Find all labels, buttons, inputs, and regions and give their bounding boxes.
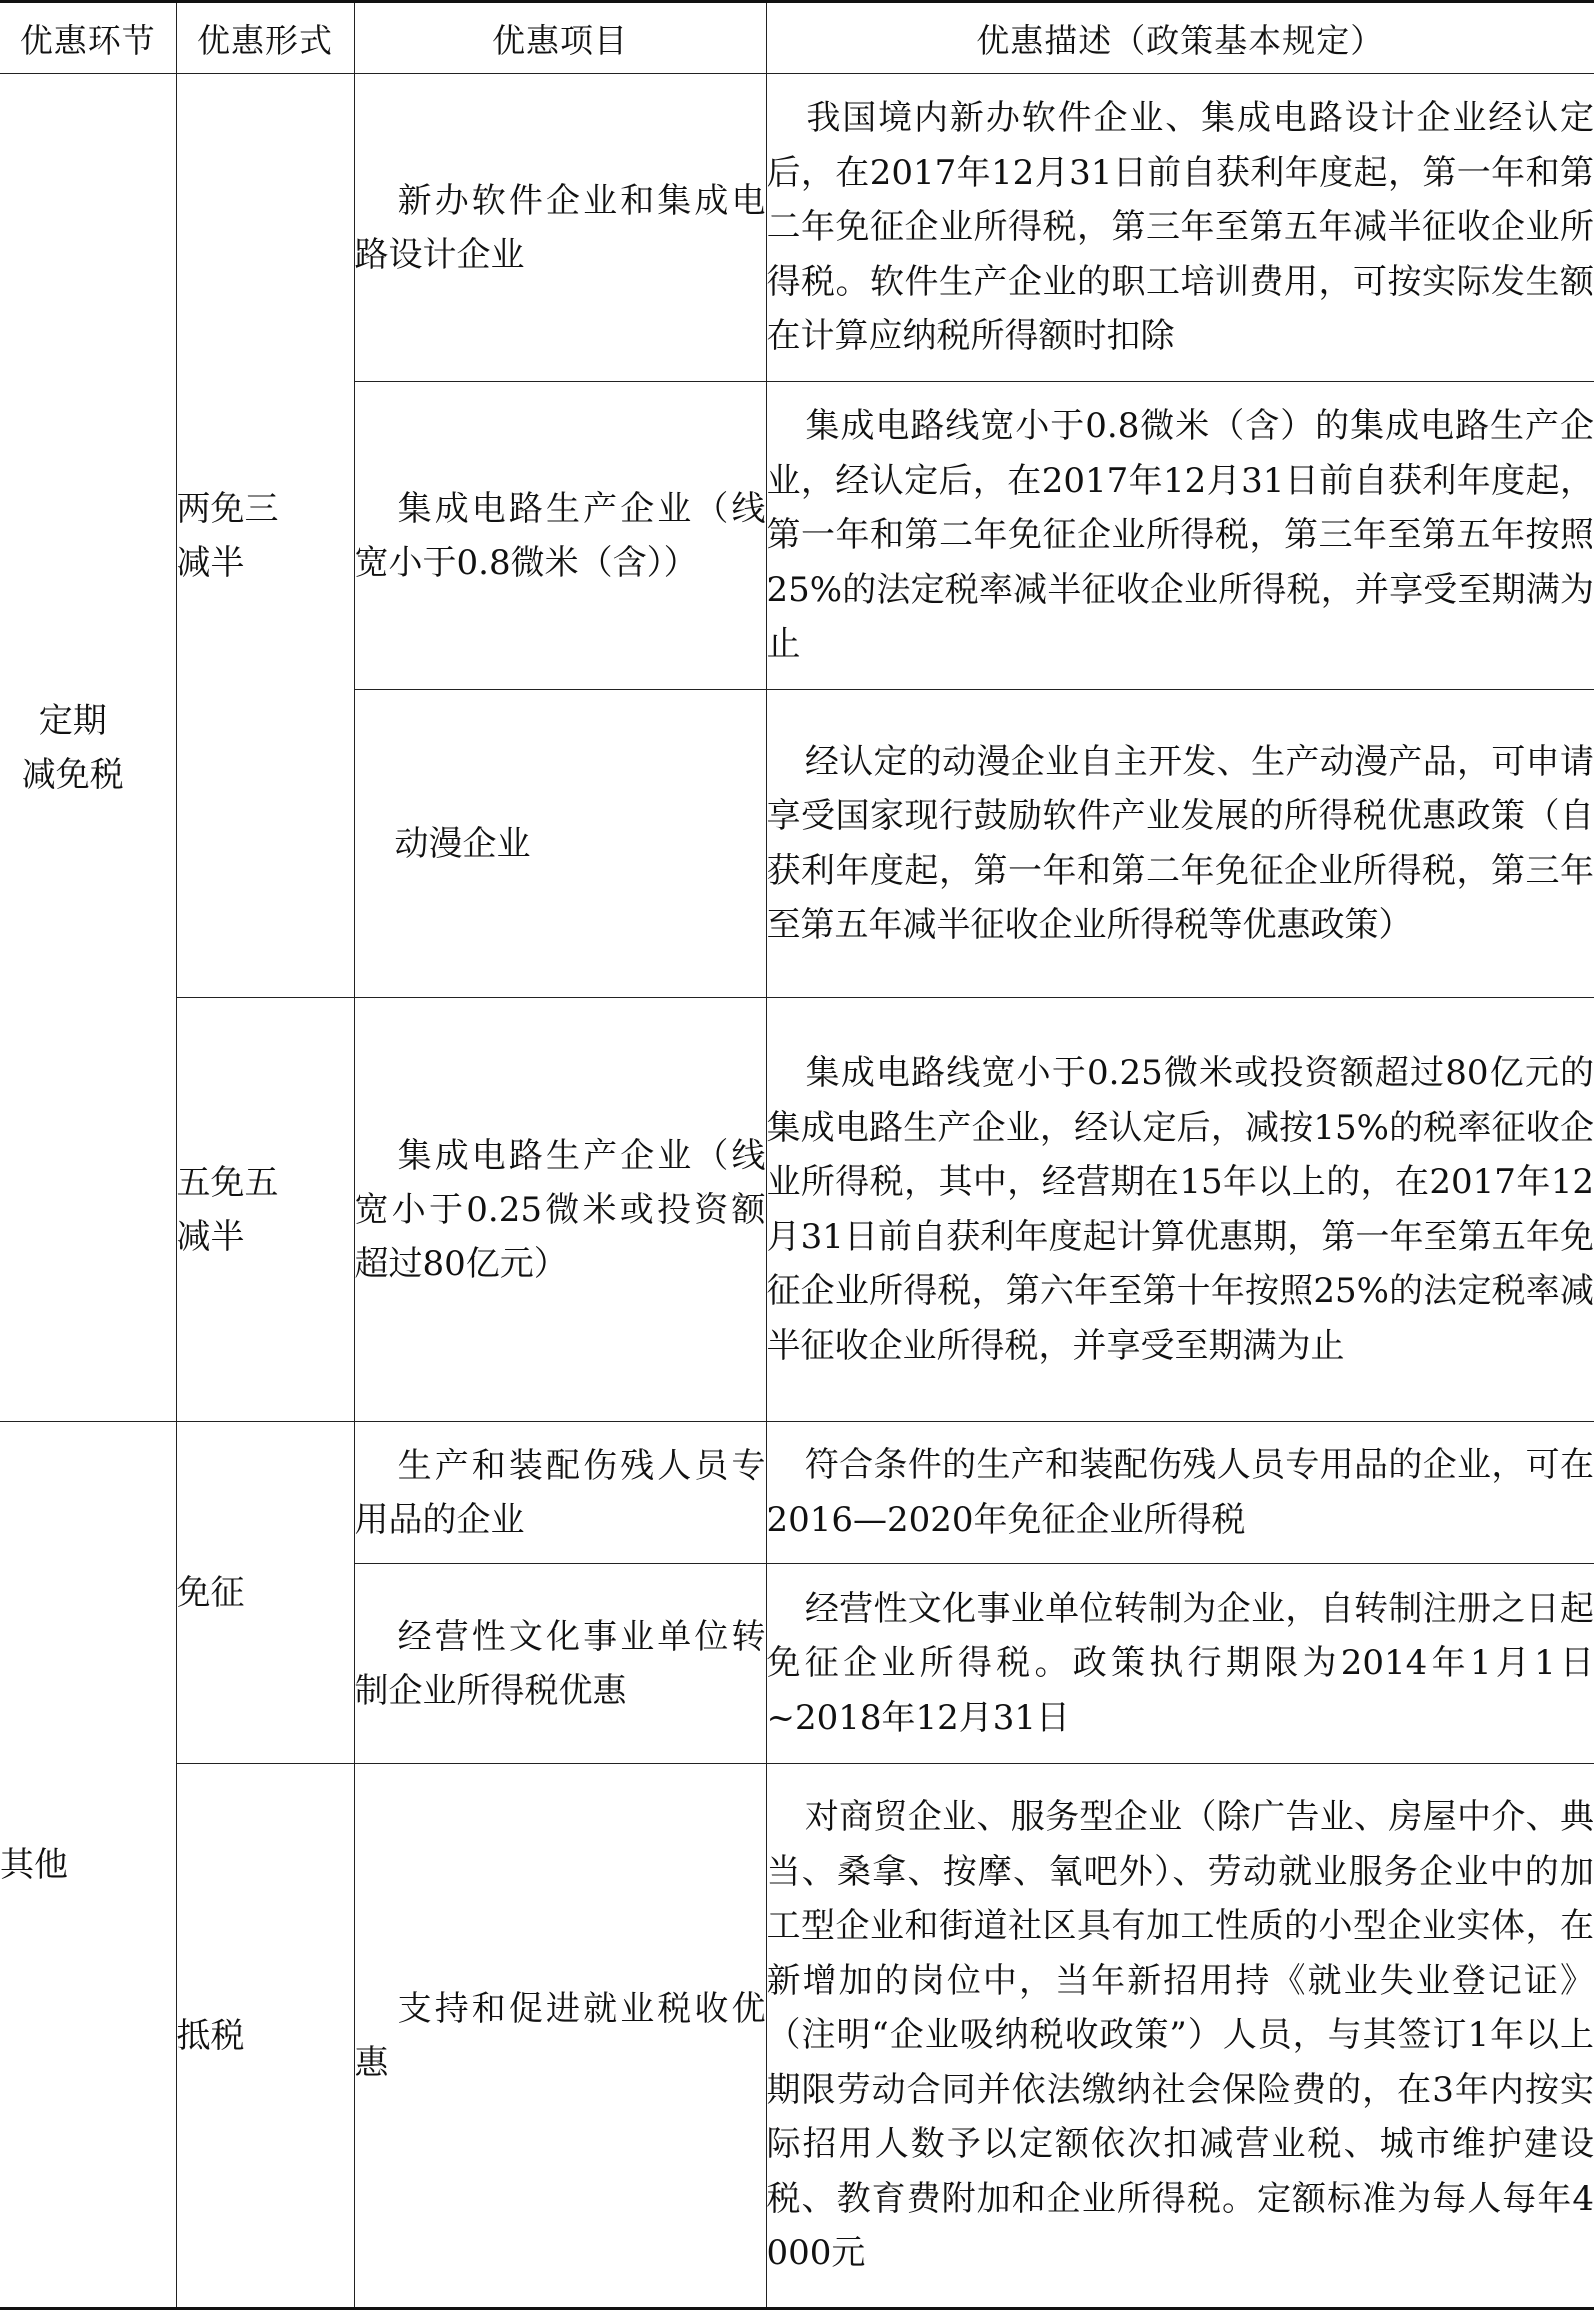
desc-text: 对商贸企业、服务型企业（除广告业、房屋中介、典当、桑拿、按摩、氧吧外）、劳动就业服务企业中的加工型企业和街道社区具有加工性质的小型企业实体，在新增加的岗位中，当年新招用持《就业失业登记证》（注明“企业吸纳税收政策”）人员，与其签订1年以上期限劳动合同并依法缴纳社会保险费的，在3年内按实际招用人数予以定额依次扣减营业税、城市维护建设税、教育费附加和企业所得税。定额标准为每人每年4 000元 [767, 1797, 1594, 2273]
desc-cell [766, 74, 1594, 382]
item-text: 集成电路生产企业（线宽小于0.8微米（含）） [355, 489, 766, 583]
form-exempt-label: 免征 [177, 1573, 245, 1613]
desc-text: 集成电路线宽小于0.25微米或投资额超过80亿元的集成电路生产企业，经认定后，减按15%的税率征收企业所得税，其中，经营期在15年以上的，在2017年12月31日前自获利年度起计算优惠期，第一年至第五年免征企业所得税，第六年至第十年按照25%的法定税率减半征收企业所得税，并享受至期满为止 [767, 1053, 1594, 1366]
item-text: 集成电路生产企业（线宽小于0.25微米或投资额超过80亿元） [355, 1136, 766, 1284]
stage-other [0, 1422, 176, 2309]
item-cell [354, 690, 766, 998]
desc-text: 我国境内新办软件企业、集成电路设计企业经认定后，在2017年12月31日前自获利年度起，第一年和第二年免征企业所得税，第三年至第五年减半征收企业所得税。软件生产企业的职工培训费用，可按实际发生额在计算应纳税所得额时扣除 [767, 98, 1594, 356]
table-row [0, 74, 1594, 382]
item-text: 新办软件企业和集成电路设计企业 [355, 181, 766, 275]
stage-other-label: 其他 [0, 1845, 68, 1885]
desc-cell [766, 1764, 1594, 2309]
header-item: 优惠项目 [354, 2, 766, 74]
form-offset-label: 抵税 [177, 2016, 245, 2056]
desc-text: 集成电路线宽小于0.8微米（含）的集成电路生产企业，经认定后，在2017年12月31日前自获利年度起，第一年和第二年免征企业所得税，第三年至第五年按照25%的法定税率减半征收企业所得税，并享受至期满为止 [767, 406, 1594, 664]
stage-regular-line2: 减免税 [22, 755, 124, 795]
form-offset [176, 1764, 354, 2309]
item-cell [354, 382, 766, 690]
stage-regular-line1: 定期 [39, 701, 107, 741]
item-cell [354, 1764, 766, 2309]
form-two-three-line2: 减半 [177, 543, 245, 583]
form-five-five-line2: 减半 [177, 1217, 245, 1257]
desc-text: 经认定的动漫企业自主开发、生产动漫产品，可申请享受国家现行鼓励软件产业发展的所得税优惠政策（自获利年度起，第一年和第二年免征企业所得税，第三年至第五年减半征收企业所得税等优惠政策） [767, 742, 1594, 946]
item-cell [354, 1564, 766, 1764]
stage-regular [0, 74, 176, 1422]
form-five-five [176, 998, 354, 1422]
desc-cell [766, 1422, 1594, 1564]
form-exempt [176, 1422, 354, 1764]
item-text: 经营性文化事业单位转制企业所得税优惠 [355, 1617, 766, 1711]
item-cell [354, 74, 766, 382]
header-row [0, 2, 1594, 74]
item-cell [354, 998, 766, 1422]
desc-cell [766, 690, 1594, 998]
desc-cell [766, 998, 1594, 1422]
item-cell [354, 1422, 766, 1564]
desc-text: 符合条件的生产和装配伤残人员专用品的企业，可在2016—2020年免征企业所得税 [767, 1445, 1594, 1540]
table-row [0, 1764, 1594, 2309]
table-row [0, 1422, 1594, 1564]
form-two-three [176, 74, 354, 998]
header-stage: 优惠环节 [0, 2, 176, 74]
item-text: 生产和装配伤残人员专用品的企业 [355, 1446, 766, 1540]
item-text: 动漫企业 [395, 824, 531, 864]
desc-cell [766, 382, 1594, 690]
desc-cell [766, 1564, 1594, 1764]
form-two-three-line1: 两免三 [177, 489, 279, 529]
header-form: 优惠形式 [176, 2, 354, 74]
form-five-five-line1: 五免五 [177, 1163, 279, 1203]
desc-text: 经营性文化事业单位转制为企业，自转制注册之日起免征企业所得税。政策执行期限为2014年1月1日~2018年12月31日 [767, 1589, 1594, 1738]
table-row [0, 998, 1594, 1422]
item-text: 支持和促进就业税收优惠 [355, 1989, 766, 2083]
header-desc: 优惠描述（政策基本规定） [766, 2, 1594, 74]
